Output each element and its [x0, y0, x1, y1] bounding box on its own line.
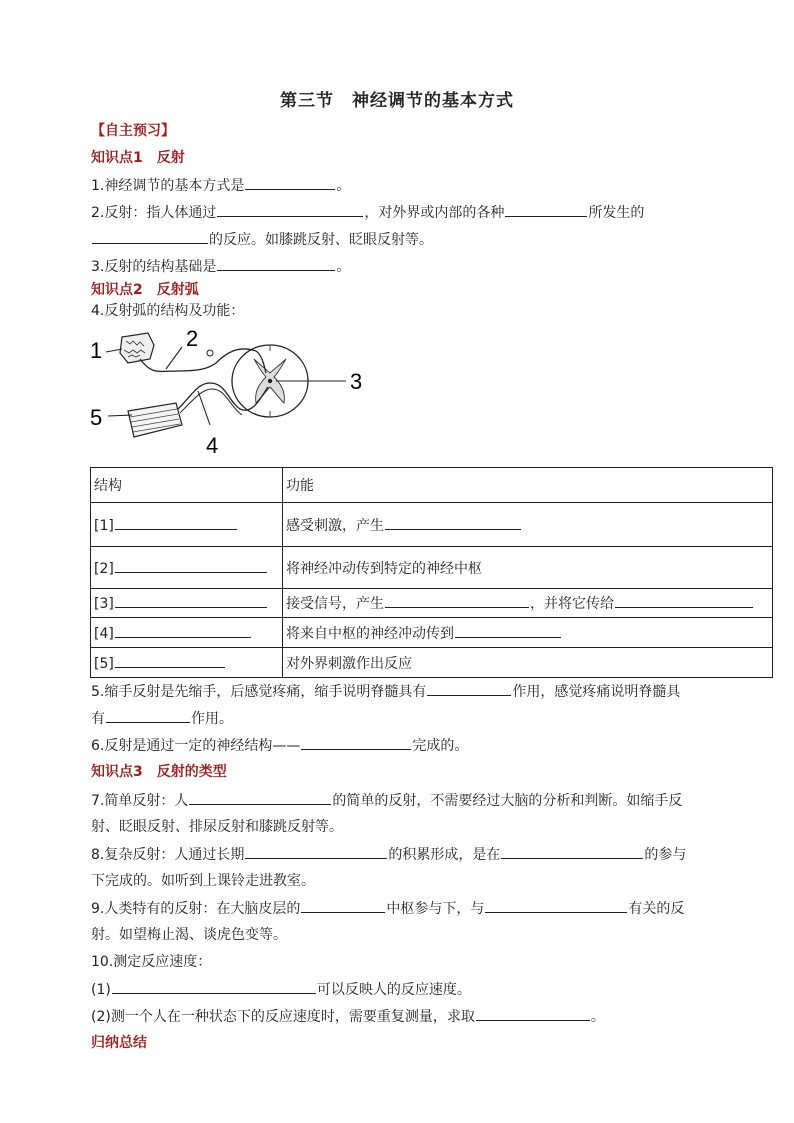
table-row [91, 618, 773, 648]
answer-blank[interactable] [115, 624, 251, 638]
diagram-label-5: 5 [90, 405, 103, 430]
function-cell: 感受刺激，产生 [283, 503, 773, 547]
answer-blank[interactable] [505, 203, 587, 217]
diagram-label-1: 1 [90, 338, 103, 363]
function-cell: 对外界刺激作出反应 [283, 648, 773, 678]
table-row [91, 589, 773, 618]
diagram-label-3: 3 [350, 369, 363, 394]
answer-blank[interactable] [217, 257, 335, 271]
question-7: 7.简单反射：人 的简单的反射，不需要经过大脑的分析和判断。如缩手反 [91, 793, 683, 809]
structure-cell: [1] [91, 503, 283, 547]
answer-blank[interactable] [301, 899, 385, 913]
question-10: 10.测定反应速度： [91, 954, 212, 970]
ganglion [207, 350, 213, 356]
structure-cell: [4] [91, 618, 283, 648]
answer-blank[interactable] [485, 899, 627, 913]
question-8: 8.复杂反射：人通过长期 的积累形成，是在 的参与 [91, 847, 687, 863]
answer-blank[interactable] [115, 516, 237, 530]
answer-blank[interactable] [245, 845, 387, 859]
function-cell: 将神经冲动传到特定的神经中枢 [283, 547, 773, 589]
answer-blank[interactable] [245, 176, 335, 190]
reflex-arc-diagram [88, 325, 378, 457]
diagram-label-2: 2 [186, 326, 199, 351]
reflex-arc-table [90, 467, 773, 678]
summary-heading: 归纳总结 [91, 1035, 147, 1051]
kp2-heading: 知识点2 反射弧 [91, 282, 199, 298]
answer-blank[interactable] [189, 791, 331, 805]
answer-blank[interactable] [476, 1007, 590, 1021]
receptor-skin [120, 333, 154, 363]
table-header-cell: 结构 [91, 468, 283, 503]
function-cell: 将来自中枢的神经冲动传到 [283, 618, 773, 648]
answer-blank[interactable] [501, 845, 643, 859]
preview-header: 【自主预习】 [91, 123, 175, 139]
question-1: 1.神经调节的基本方式是 。 [91, 178, 351, 194]
question-6: 6.反射是通过一定的神经结构—— 完成的。 [91, 738, 469, 754]
answer-blank[interactable] [455, 624, 561, 638]
kp1-heading: 知识点1 反射 [91, 150, 185, 166]
structure-cell: [3] [91, 589, 283, 618]
question-5: 5.缩手反射是先缩手，后感觉疼痛，缩手说明脊髓具有 作用，感觉疼痛说明脊髓具 [91, 684, 681, 700]
structure-cell: [5] [91, 648, 283, 678]
answer-blank[interactable] [115, 559, 267, 573]
answer-blank[interactable] [106, 709, 190, 723]
question-10-2: (2)测一个人在一种状态下的反应速度时，需要重复测量，求取 。 [91, 1009, 605, 1025]
table-header-cell: 功能 [283, 468, 773, 503]
function-cell: 接受信号，产生 ，并将它传给 [283, 589, 773, 618]
question-9: 9.人类特有的反射：在大脑皮层的 中枢参与下，与 有关的反 [91, 901, 685, 917]
page-title: 第三节 神经调节的基本方式 [280, 91, 514, 111]
question-9-cont: 射。如望梅止渴、谈虎色变等。 [91, 927, 287, 943]
answer-blank[interactable] [112, 980, 316, 994]
answer-blank[interactable] [615, 594, 753, 608]
question-7-cont: 射、眨眼反射、排尿反射和膝跳反射等。 [91, 819, 343, 835]
answer-blank[interactable] [427, 682, 511, 696]
answer-blank[interactable] [92, 230, 208, 244]
structure-cell: [2] [91, 547, 283, 589]
table-row [91, 648, 773, 678]
table-header-row [91, 468, 773, 503]
effector-muscle [128, 403, 182, 437]
question-10-1: (1) 可以反映人的反应速度。 [91, 982, 471, 998]
table-row [91, 503, 773, 547]
question-2-cont: 的反应。如膝跳反射、眨眼反射等。 [91, 230, 433, 249]
answer-blank[interactable] [385, 516, 521, 530]
diagram-label-4: 4 [206, 433, 219, 457]
question-3: 3.反射的结构基础是 。 [91, 259, 351, 275]
question-5-cont: 有 作用。 [91, 711, 233, 727]
answer-blank[interactable] [115, 654, 225, 668]
kp3-heading: 知识点3 反射的类型 [91, 764, 227, 780]
answer-blank[interactable] [385, 594, 529, 608]
question-2: 2.反射：指人体通过 ，对外界或内部的各种 所发生的 [91, 205, 645, 221]
question-4: 4.反射弧的结构及功能： [91, 303, 245, 319]
table-row [91, 547, 773, 589]
answer-blank[interactable] [301, 736, 411, 750]
answer-blank[interactable] [217, 203, 363, 217]
answer-blank[interactable] [115, 594, 267, 608]
question-8-cont: 下完成的。如听到上课铃走进教室。 [91, 873, 315, 889]
